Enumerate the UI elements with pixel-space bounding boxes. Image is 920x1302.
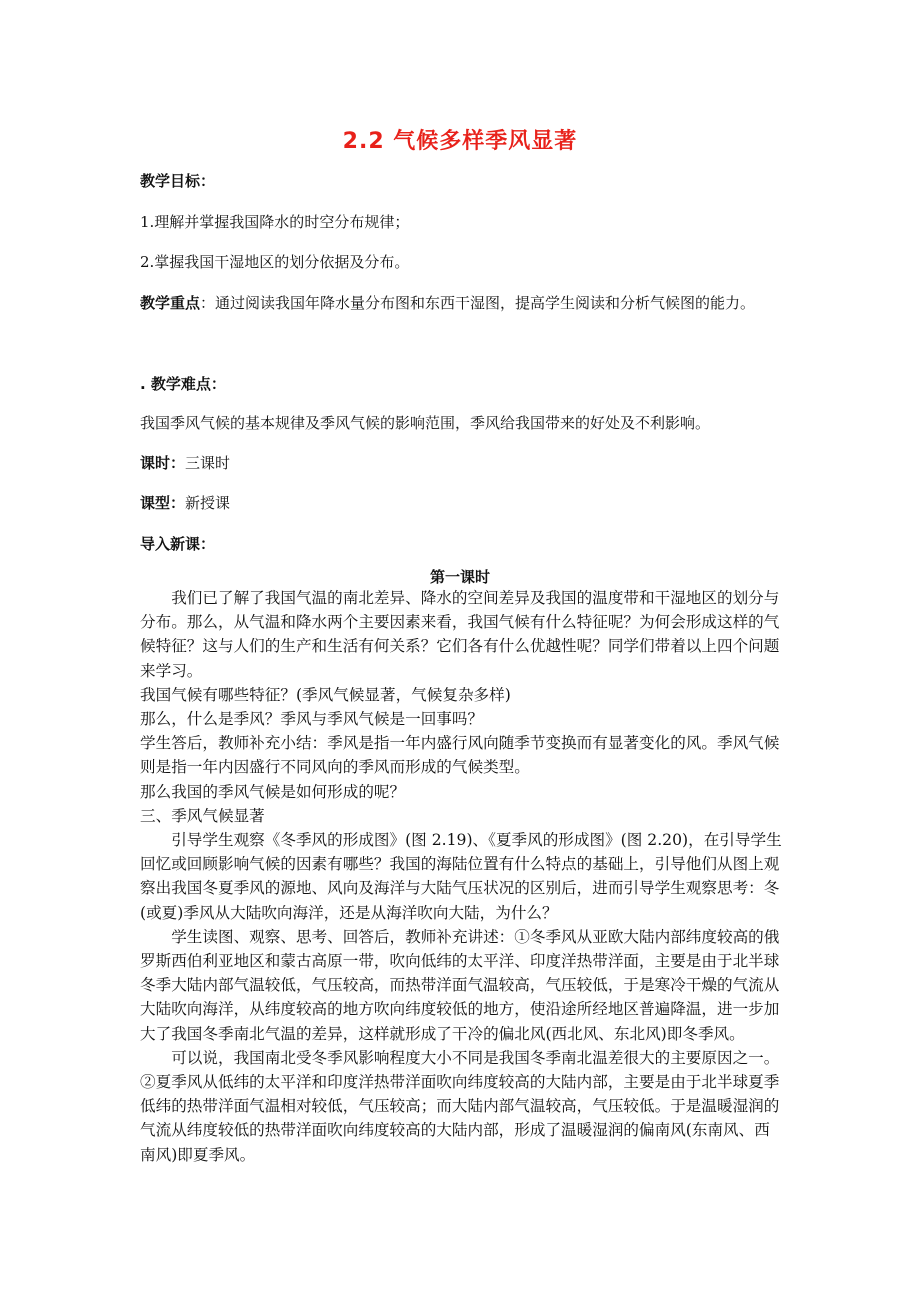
class-type-value: 新授课	[185, 494, 231, 512]
intro-label: 导入新课：	[140, 535, 216, 553]
paragraph-question-monsoon: 那么，什么是季风？季风与季风气候是一回事吗？	[140, 710, 484, 729]
section-heading: 三、季风气候显著	[140, 806, 265, 825]
goal-item-2: 2.掌握我国干湿地区的划分依据及分布。	[140, 253, 410, 271]
goal-item-1: 1.理解并掌握我国降水的时空分布规律；	[140, 213, 410, 231]
lesson-heading: 第一课时	[429, 568, 490, 586]
paragraph-summary: 学生答后，教师补充小结：季风是指一年内盛行风向随季节变换而有显著变化的风。季风气候则是指一年内因盛行不同风向的季风而形成的气候类型。	[140, 734, 780, 777]
class-hours-label: 课时：	[140, 454, 186, 472]
key-points-line	[140, 293, 755, 313]
paragraph-intro: 我们已了解了我国气温的南北差异、降水的空间差异及我国的温度带和干湿地区的划分与分布。那么，从气温和降水两个主要因素来看，我国气候有什么特征呢？为何会形成这样的气候特征？这与人们的生产和生活有何关系？它们各有什么优越性呢？同学们带着以上四个问题来学习。	[140, 589, 780, 680]
paragraph-question-features: 我国气候有哪些特征？(季风气候显著，气候复杂多样)	[140, 685, 511, 704]
paragraph-summer-monsoon: 可以说，我国南北受冬季风影响程度大小不同是我国冬季南北温差很大的主要原因之一。②夏季风从低纬的太平洋和印度洋热带洋面吹向纬度较高的大陆内部，主要是由于北半球夏季低纬的热带洋面气温相对较低，气压较高；而大陆内部气温较高，气压较低。于是温暖湿润的气流从纬度较低的热带洋面吹向纬度较高的大陆内部，形成了温暖湿润的偏南风(东南风、西南风)即夏季风。	[140, 1048, 780, 1164]
difficulty-text: 我国季风气候的基本规律及季风气候的影响范围，季风给我国带来的好处及不利影响。	[140, 414, 711, 432]
difficulty-label: . 教学难点：	[140, 375, 226, 393]
lesson-body	[140, 586, 782, 1167]
key-points-label: 教学重点	[140, 294, 201, 312]
class-hours-line	[140, 453, 230, 473]
document-title: 2.2 气候多样季风显著	[342, 129, 578, 154]
key-points-text: ：通过阅读我国年降水量分布图和东西干湿图，提高学生阅读和分析气候图的能力。	[200, 294, 756, 312]
paragraph-question-formation: 那么我国的季风气候是如何形成的呢？	[140, 782, 406, 801]
paragraph-winter-monsoon: 学生读图、观察、思考、回答后，教师补充讲述：①冬季风从亚欧大陆内部纬度较高的俄罗斯西伯利亚地区和蒙古高原一带，吹向低纬的太平洋、印度洋热带洋面，主要是由于北半球冬季大陆内部气温较低，气压较高，而热带洋面气温较高，气压较低，于是寒冷干燥的气流从大陆吹向海洋，从纬度较高的地方吹向纬度较低的地方，使沿途所经地区普遍降温，进一步加大了我国冬季南北气温的差异，这样就形成了干冷的偏北风(西北风、东北风)即冬季风。	[140, 927, 780, 1043]
class-hours-value: 三课时	[185, 454, 231, 472]
class-type-line	[140, 493, 230, 513]
teaching-goals-label: 教学目标：	[140, 172, 216, 190]
class-type-label: 课型：	[140, 494, 186, 512]
paragraph-guide: 引导学生观察《冬季风的形成图》(图 2.19)、《夏季风的形成图》(图 2.20)，在引导学生回忆或回顾影响气候的因素有哪些？我国的海陆位置有什么特点的基础上，引导他们从图上观察出我国冬夏季风的源地、风向及海洋与大陆气压状况的区别后，进而引导学生观察思考：冬(或夏)季风从大陆吹向海洋，还是从海洋吹向大陆，为什么？	[140, 831, 782, 922]
